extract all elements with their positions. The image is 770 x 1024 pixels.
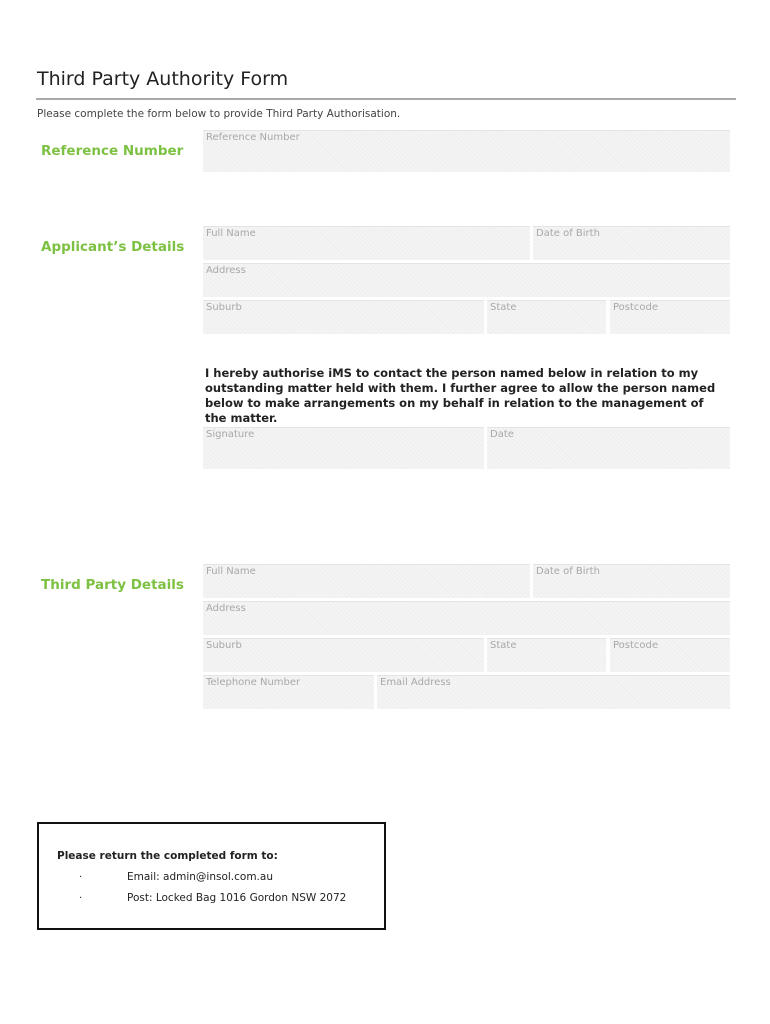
- third-party-postcode-field[interactable]: [610, 638, 730, 672]
- applicant-heading: Applicant’s Details: [41, 239, 185, 255]
- third-party-address-field[interactable]: [203, 601, 730, 635]
- third-party-suburb-field[interactable]: [203, 638, 484, 672]
- third-party-dob-field[interactable]: [533, 564, 730, 598]
- applicant-full-name-field[interactable]: [203, 226, 530, 260]
- applicant-state-label: State: [490, 302, 517, 313]
- return-email-item: [79, 871, 273, 883]
- third-party-dob-label: Date of Birth: [536, 566, 600, 577]
- page-title: Third Party Authority Form: [37, 68, 289, 90]
- applicant-dob-label: Date of Birth: [536, 228, 600, 239]
- applicant-postcode-field[interactable]: [610, 300, 730, 334]
- third-party-heading: Third Party Details: [41, 577, 184, 593]
- signature-field[interactable]: [203, 427, 484, 469]
- return-post-text: Post: Locked Bag 1016 Gordon NSW 2072: [127, 892, 347, 904]
- signature-date-label: Date: [490, 429, 514, 440]
- third-party-address-label: Address: [206, 603, 246, 614]
- third-party-state-label: State: [490, 640, 517, 651]
- third-party-suburb-label: Suburb: [206, 640, 242, 651]
- signature-label: Signature: [206, 429, 255, 440]
- reference-number-label: Reference Number: [206, 132, 300, 143]
- third-party-telephone-label: Telephone Number: [206, 677, 301, 688]
- third-party-email-label: Email Address: [380, 677, 451, 688]
- form-intro: Please complete the form below to provide Third Party Authorisation.: [37, 108, 401, 120]
- applicant-suburb-label: Suburb: [206, 302, 242, 313]
- title-divider: [36, 98, 736, 100]
- applicant-dob-field[interactable]: [533, 226, 730, 260]
- return-heading: Please return the completed form to:: [57, 850, 278, 862]
- bullet-icon: ·: [79, 872, 83, 883]
- third-party-full-name-label: Full Name: [206, 566, 256, 577]
- return-post-item: [79, 892, 346, 904]
- third-party-email-field[interactable]: [377, 675, 730, 709]
- return-instructions-box: [37, 822, 386, 930]
- applicant-postcode-label: Postcode: [613, 302, 659, 313]
- applicant-full-name-label: Full Name: [206, 228, 256, 239]
- third-party-telephone-field[interactable]: [203, 675, 374, 709]
- applicant-state-field[interactable]: [487, 300, 606, 334]
- applicant-address-field[interactable]: [203, 263, 730, 297]
- signature-date-field[interactable]: [487, 427, 730, 469]
- third-party-postcode-label: Postcode: [613, 640, 659, 651]
- return-email-text: Email: admin@insol.com.au: [127, 871, 273, 883]
- reference-number-field[interactable]: [203, 130, 730, 172]
- applicant-address-label: Address: [206, 265, 246, 276]
- bullet-icon: ·: [79, 893, 83, 904]
- third-party-state-field[interactable]: [487, 638, 606, 672]
- applicant-suburb-field[interactable]: [203, 300, 484, 334]
- authorisation-statement: I hereby authorise iMS to contact the person named below in relation to my outstanding matter held with them. I further agree to allow the person named below to make arrangements on my behalf in relation to the management of the matter.: [205, 366, 716, 425]
- third-party-full-name-field[interactable]: [203, 564, 530, 598]
- reference-heading: Reference Number: [41, 143, 184, 159]
